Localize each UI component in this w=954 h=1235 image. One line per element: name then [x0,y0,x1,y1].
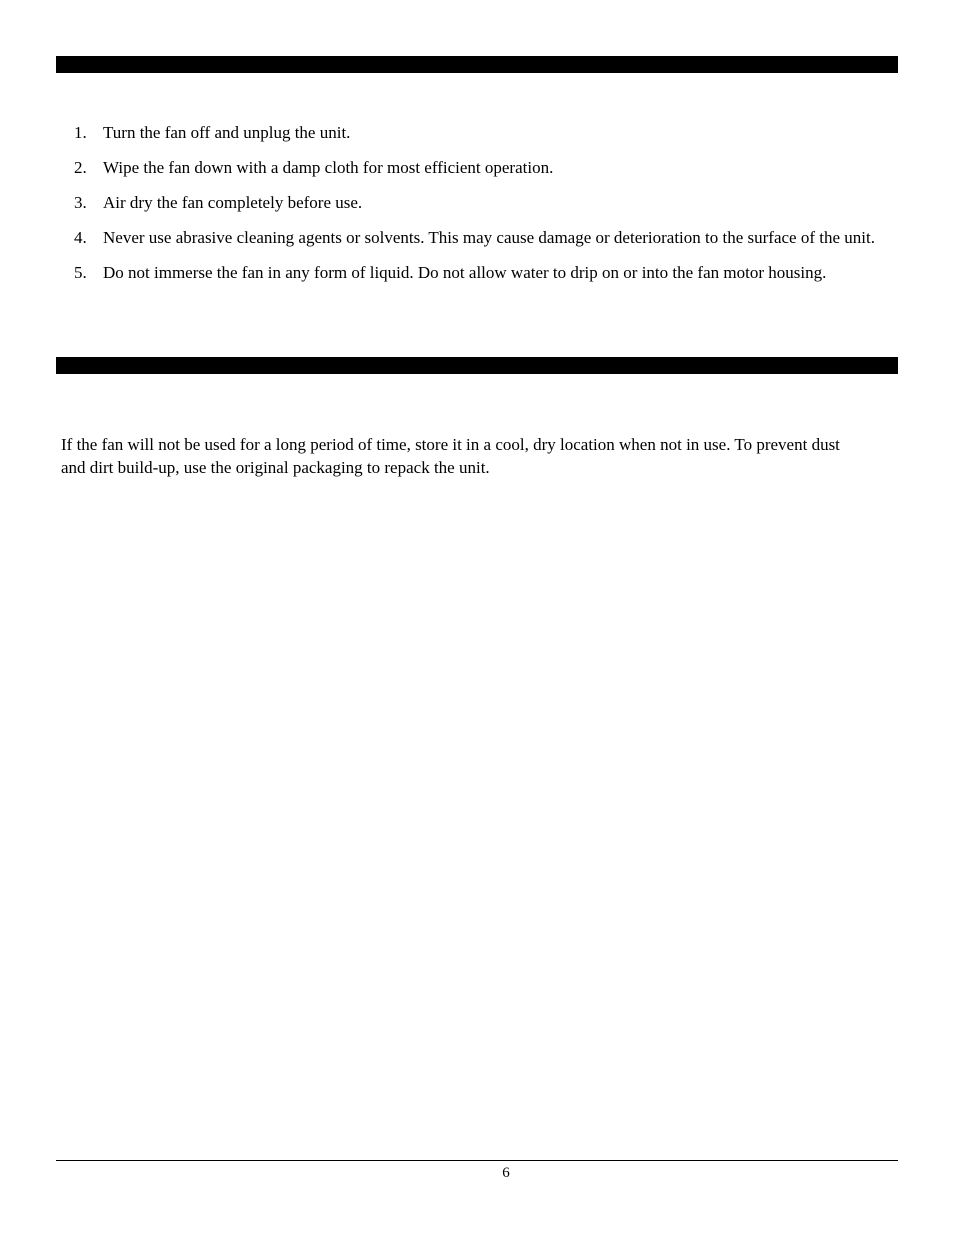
step-text: Air dry the fan completely before use. [103,193,363,212]
cleaning-step-1 [56,122,898,144]
page-number: 6 [502,1165,510,1181]
cleaning-step-5 [56,262,898,284]
cleaning-step-4 [56,227,898,249]
cleaning-step-2 [56,157,898,179]
step-number: 5. [74,263,87,282]
step-number: 3. [74,193,87,212]
step-text: Wipe the fan down with a damp cloth for most efficient operation. [103,158,554,177]
cleaning-section-bar [56,56,898,73]
cleaning-steps-list [56,122,898,297]
step-text: Turn the fan off and unplug the unit. [103,123,351,142]
step-text: Never use abrasive cleaning agents or solvents. This may cause damage or deterioration to the surface of the unit. [103,228,875,247]
step-number: 4. [74,228,87,247]
step-number: 1. [74,123,87,142]
footer-divider [56,1160,898,1161]
step-text: Do not immerse the fan in any form of liquid. Do not allow water to drip on or into the fan motor housing. [103,263,827,282]
storage-paragraph: If the fan will not be used for a long period of time, store it in a cool, dry location when not in use. To prevent dust and dirt build-up, use the original packaging to repack the unit. [61,435,840,477]
cleaning-step-3 [56,192,898,214]
step-number: 2. [74,158,87,177]
storage-section-bar [56,357,898,374]
